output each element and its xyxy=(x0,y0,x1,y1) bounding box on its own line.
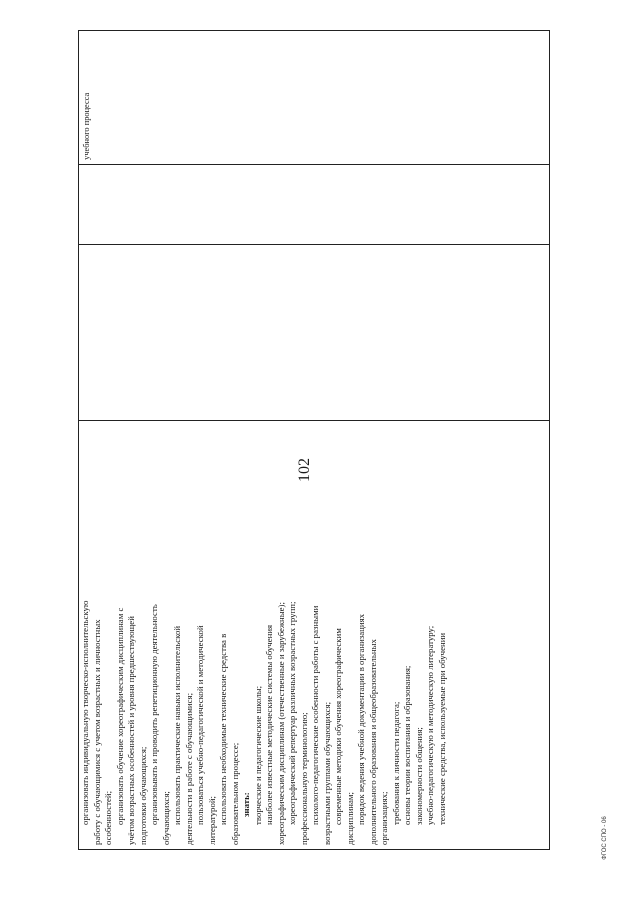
table-text-line: организациях; xyxy=(379,791,389,845)
table-text-line: образовательном процессе; xyxy=(229,742,240,845)
table-text-line: хореографический репертуар различных возрастных групп; xyxy=(287,601,297,825)
competencies-column xyxy=(79,420,549,849)
table-text-line: хореографическим дисциплинам (отечественные и зарубежные); xyxy=(275,602,286,845)
table-text-line: подготовки обучающихся; xyxy=(137,746,148,845)
table-text-line: наиболее известные методические системы обучения xyxy=(264,624,274,825)
table-text-line: организовать обучение хореографическим дисциплинам с xyxy=(114,607,125,825)
table-text-line: знать: xyxy=(241,792,251,817)
table-text-line: особенностей; xyxy=(103,790,113,845)
curriculum-table xyxy=(78,30,550,850)
table-text-line: учебно-педагогическую и методическую литературу; xyxy=(425,625,435,825)
table-text-line: дисциплинам; xyxy=(344,792,355,845)
table-text-line: пользоваться учебно-педагогической и методической xyxy=(195,625,205,825)
table-text-line: требования к личности педагога; xyxy=(390,701,401,825)
page-number: 102 xyxy=(296,458,313,482)
table-text-line: организовать индивидуальную творческо-исполнительскую xyxy=(80,600,90,825)
table-text-line: деятельности в работе с обучающимися; xyxy=(183,692,194,845)
table-text-line: учётом возрастных особенностей и уровня предшествующей xyxy=(126,616,136,845)
rotated-table-wrapper xyxy=(78,30,550,850)
table-text-line: порядок ведения учебной документации в организациях xyxy=(356,613,366,825)
table-text-line: литературой; xyxy=(206,796,217,845)
table-text-line: обучающихся; xyxy=(160,791,171,845)
table-text-line: основы теории воспитания и образования; xyxy=(402,665,412,825)
table-text-line: использовать практические навыки исполнительской xyxy=(172,625,182,825)
table-text-line: использовать необходимые технические средства в xyxy=(218,633,228,825)
table-text-line: закономерности общения; xyxy=(413,727,424,825)
table-text-line: организовывать и проводить репетиционную деятельность xyxy=(149,604,159,825)
table-text-line: возрастными группами обучающихся; xyxy=(321,701,332,845)
table-text-line: современные методики обучения хореографическим xyxy=(333,628,343,825)
table-text-line: психолого-педагогические особенности работы с разными xyxy=(310,605,320,825)
discipline-column xyxy=(79,244,549,420)
footer-code: ФГОС СПО - 06 xyxy=(602,816,608,860)
table-text-line: творческие и педагогические школы; xyxy=(252,685,263,825)
table-text-line: технические средства, используемые при обучении xyxy=(436,632,447,825)
notes-column: учебного процесса xyxy=(82,92,91,160)
table-text-line: дополнительного образования и общеобразовательных xyxy=(367,639,378,845)
hours-column xyxy=(79,164,549,244)
table-text-line: профессиональную терминологию; xyxy=(298,712,309,845)
table-text-line: работу с обучающимися с учетом возрастных и личностных xyxy=(91,619,102,845)
